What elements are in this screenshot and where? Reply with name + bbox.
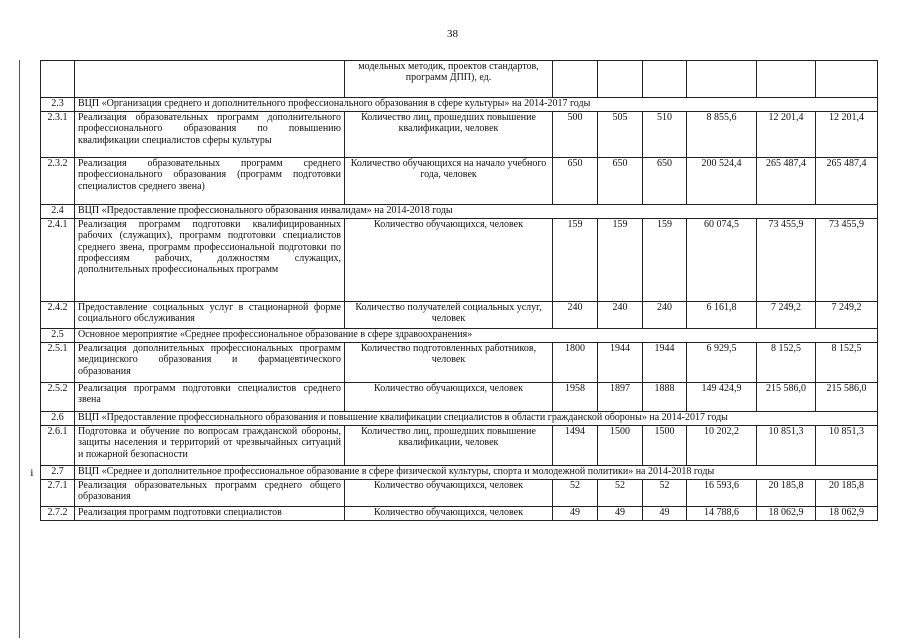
stray-mark: ℹ (30, 468, 34, 478)
value-cell-5: 20 185,8 (757, 480, 816, 507)
item-number: 2.4.1 (41, 219, 75, 302)
value-cell-3: 650 (643, 158, 687, 205)
item-description: Предоставление социальных услуг в стационарной форме социального обслуживания (75, 302, 345, 329)
value-cell-4: 8 855,6 (687, 112, 757, 158)
value-cell-1: 1494 (553, 426, 598, 466)
value-cell-4 (687, 61, 757, 98)
value-cell-6: 73 455,9 (816, 219, 878, 302)
value-cell-6: 215 586,0 (816, 383, 878, 412)
value-cell-2: 505 (598, 112, 643, 158)
item-number: 2.7.1 (41, 480, 75, 507)
value-cell-5: 265 487,4 (757, 158, 816, 205)
value-cell-3: 1500 (643, 426, 687, 466)
item-number: 2.7.2 (41, 507, 75, 521)
table-row (41, 480, 878, 507)
program-table (40, 60, 878, 521)
table-row (41, 507, 878, 521)
value-cell-6: 7 249,2 (816, 302, 878, 329)
value-cell-5: 73 455,9 (757, 219, 816, 302)
section-number: 2.4 (41, 205, 75, 219)
value-cell-3: 52 (643, 480, 687, 507)
value-cell-5: 10 851,3 (757, 426, 816, 466)
value-cell-5: 8 152,5 (757, 343, 816, 383)
value-cell-1: 240 (553, 302, 598, 329)
value-cell-5: 18 062,9 (757, 507, 816, 521)
value-cell-2: 240 (598, 302, 643, 329)
item-description: Реализация образовательных программ среднего профессионального образования (программ подготовки специалистов среднего звена) (75, 158, 345, 205)
item-indicator: модельных методик, проектов стандартов, программ ДПП), ед. (345, 61, 553, 98)
section-row (41, 205, 878, 219)
value-cell-1: 49 (553, 507, 598, 521)
section-number: 2.5 (41, 329, 75, 343)
table-row (41, 61, 878, 98)
value-cell-2: 52 (598, 480, 643, 507)
table-row (41, 112, 878, 158)
value-cell-6: 8 152,5 (816, 343, 878, 383)
value-cell-4: 200 524,4 (687, 158, 757, 205)
item-number: 2.6.1 (41, 426, 75, 466)
item-description: Реализация образовательных программ среднего общего образования (75, 480, 345, 507)
value-cell-2: 1897 (598, 383, 643, 412)
value-cell-1: 52 (553, 480, 598, 507)
value-cell-2: 159 (598, 219, 643, 302)
table-row (41, 219, 878, 302)
value-cell-1: 1958 (553, 383, 598, 412)
item-number: 2.3.2 (41, 158, 75, 205)
value-cell-4: 6 161,8 (687, 302, 757, 329)
item-indicator: Количество обучающихся, человек (345, 219, 553, 302)
value-cell-2: 650 (598, 158, 643, 205)
item-indicator: Количество обучающихся, человек (345, 480, 553, 507)
section-number: 2.6 (41, 412, 75, 426)
value-cell-3: 240 (643, 302, 687, 329)
value-cell-5 (757, 61, 816, 98)
value-cell-4: 149 424,9 (687, 383, 757, 412)
item-number: 2.3.1 (41, 112, 75, 158)
value-cell-6 (816, 61, 878, 98)
value-cell-5: 12 201,4 (757, 112, 816, 158)
value-cell-1: 500 (553, 112, 598, 158)
item-description: Реализация программ подготовки специалистов среднего звена (75, 383, 345, 412)
item-indicator: Количество обучающихся, человек (345, 383, 553, 412)
value-cell-4: 14 788,6 (687, 507, 757, 521)
value-cell-2: 1944 (598, 343, 643, 383)
value-cell-3: 510 (643, 112, 687, 158)
page-number: 38 (447, 28, 458, 40)
item-indicator: Количество обучающихся, человек (345, 507, 553, 521)
section-row (41, 329, 878, 343)
value-cell-1: 159 (553, 219, 598, 302)
value-cell-3: 49 (643, 507, 687, 521)
item-description: Подготовка и обучение по вопросам гражданской обороны, защиты населения и территорий от чрезвычайных ситуаций и пожарной безопасности (75, 426, 345, 466)
value-cell-6: 18 062,9 (816, 507, 878, 521)
item-number: 2.5.1 (41, 343, 75, 383)
section-title: ВЦП «Организация среднего и дополнительного профессионального образования в сфере культуры» на 2014-2017 годы (75, 98, 878, 112)
table-row (41, 383, 878, 412)
value-cell-4: 60 074,5 (687, 219, 757, 302)
section-title: ВЦП «Предоставление профессионального образования и повышение квалификации специалистов в области гражданской обороны» на 2014-2017 годы (75, 412, 878, 426)
value-cell-4: 6 929,5 (687, 343, 757, 383)
item-indicator: Количество лиц, прошедших повышение квалификации, человек (345, 426, 553, 466)
value-cell-1: 650 (553, 158, 598, 205)
item-description: Реализация дополнительных профессиональных программ медицинского образования и фармацевтического образования (75, 343, 345, 383)
item-description (75, 61, 345, 98)
item-indicator: Количество лиц, прошедших повышение квалификации, человек (345, 112, 553, 158)
value-cell-1: 1800 (553, 343, 598, 383)
value-cell-3: 1944 (643, 343, 687, 383)
item-indicator: Количество обучающихся на начало учебного года, человек (345, 158, 553, 205)
section-number: 2.3 (41, 98, 75, 112)
value-cell-6: 265 487,4 (816, 158, 878, 205)
value-cell-6: 10 851,3 (816, 426, 878, 466)
value-cell-5: 215 586,0 (757, 383, 816, 412)
section-row (41, 412, 878, 426)
value-cell-2 (598, 61, 643, 98)
value-cell-3 (643, 61, 687, 98)
section-number: 2.7 (41, 466, 75, 480)
value-cell-2: 49 (598, 507, 643, 521)
table-row (41, 343, 878, 383)
left-margin-line (19, 60, 20, 638)
table-row (41, 302, 878, 329)
value-cell-1 (553, 61, 598, 98)
section-title: ВЦП «Предоставление профессионального образования инвалидам» на 2014-2018 годы (75, 205, 878, 219)
section-title: Основное мероприятие «Среднее профессиональное образование в сфере здравоохранения» (75, 329, 878, 343)
table-row (41, 158, 878, 205)
value-cell-3: 159 (643, 219, 687, 302)
item-indicator: Количество получателей социальных услуг, человек (345, 302, 553, 329)
section-row (41, 466, 878, 480)
value-cell-2: 1500 (598, 426, 643, 466)
item-description: Реализация программ подготовки специалистов (75, 507, 345, 521)
value-cell-6: 20 185,8 (816, 480, 878, 507)
value-cell-6: 12 201,4 (816, 112, 878, 158)
item-indicator: Количество подготовленных работников, человек (345, 343, 553, 383)
value-cell-3: 1888 (643, 383, 687, 412)
value-cell-5: 7 249,2 (757, 302, 816, 329)
value-cell-4: 16 593,6 (687, 480, 757, 507)
item-number: 2.4.2 (41, 302, 75, 329)
item-description: Реализация программ подготовки квалифицированных рабочих (служащих), программ подготовки специалистов среднего звена, программ профессиональной подготовки по профессиям рабочих, должностям служащих, дополнительных профессиональных программ (75, 219, 345, 302)
value-cell-4: 10 202,2 (687, 426, 757, 466)
item-number: 2.5.2 (41, 383, 75, 412)
section-title: ВЦП «Среднее и дополнительное профессиональное образование в сфере физической культуры, спорта и молодежной политики» на 2014-2018 годы (75, 466, 878, 480)
table-row (41, 426, 878, 466)
section-row (41, 98, 878, 112)
item-number (41, 61, 75, 98)
item-description: Реализация образовательных программ дополнительного профессионального образования по повышению квалификации специалистов сферы культуры (75, 112, 345, 158)
